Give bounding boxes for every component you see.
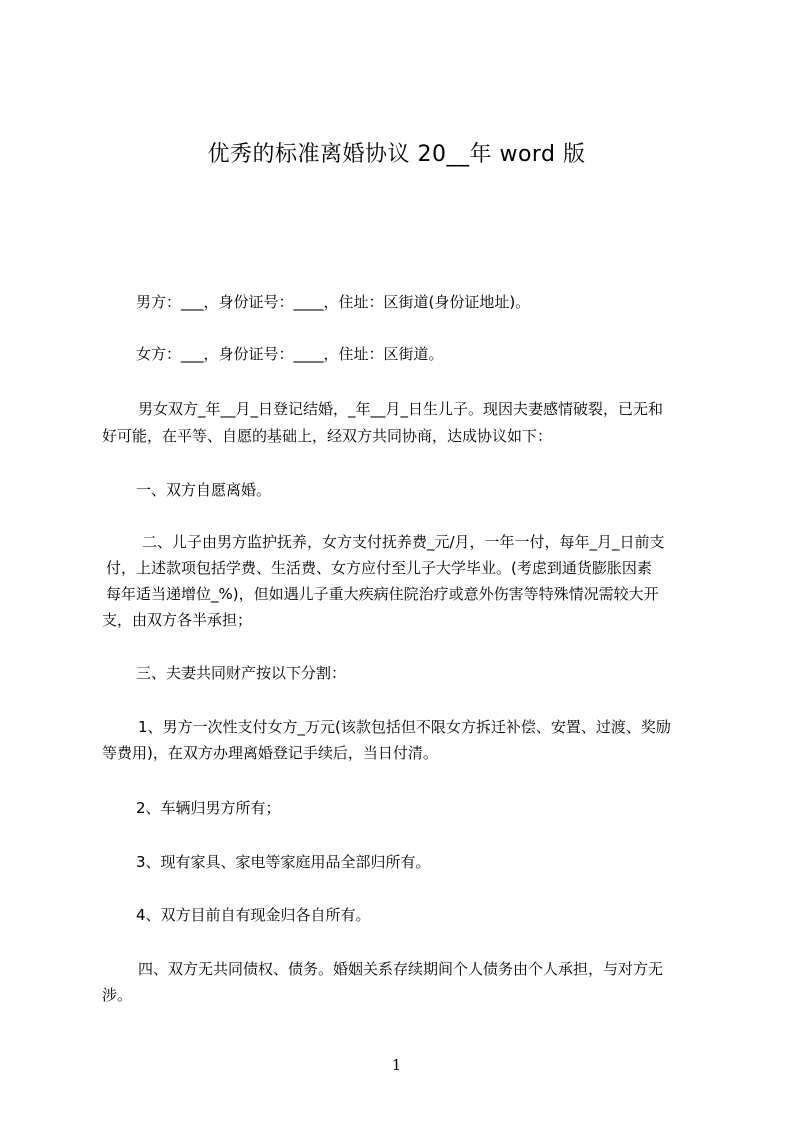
wife-info: 女方：___，身份证号：____，住址：区街道。 xyxy=(136,345,444,363)
item-1-line-2: 等费用)，在双方办理离婚登记手续后，当日付清。 xyxy=(102,744,438,762)
item-4: 4、双方目前自有现金归各自所有。 xyxy=(136,906,371,924)
clause-4-line-2: 涉。 xyxy=(102,986,133,1004)
clause-4-line-1: 四、双方无共同债权、债务。婚姻关系存续期间个人债务由个人承担，与对方无 xyxy=(138,960,664,978)
clause-1: 一、双方自愿离婚。 xyxy=(136,481,272,499)
clause-2-line-2: 付，上述款项包括学费、生活费、女方应付至儿子大学毕业。(考虑到通货膨胀因素 xyxy=(106,559,652,577)
clause-2-line-4: 支，由双方各半承担； xyxy=(102,611,253,629)
clause-2-line-3: 每年适当递增位_%)，但如遇儿子重大疾病住院治疗或意外伤害等特殊情况需较大开 xyxy=(106,585,659,603)
item-1-line-1: 1、男方一次性支付女方_万元(该款包括但不限女方拆迁补偿、安置、过渡、奖励 xyxy=(138,718,671,736)
clause-2-line-1: 二、儿子由男方监护抚养，女方支付抚养费_元/月，一年一付，每年_月_日前支 xyxy=(142,533,665,551)
page-number: 1 xyxy=(391,1056,402,1074)
intro-line-1: 男女双方_年__月_日登记结婚，_年__月_日生儿子。现因夫妻感情破裂，已无和 xyxy=(138,400,664,418)
clause-3: 三、夫妻共同财产按以下分割： xyxy=(136,664,347,682)
intro-line-2: 好可能，在平等、自愿的基础上，经双方共同协商，达成协议如下： xyxy=(102,427,553,445)
husband-info: 男方：___，身份证号：____，住址：区街道(身份证地址)。 xyxy=(136,293,531,311)
item-2: 2、车辆归男方所有； xyxy=(136,799,281,817)
item-3: 3、现有家具、家电等家庭用品全部归所有。 xyxy=(136,853,431,871)
document-title: 优秀的标准离婚协议 20__年 word 版 xyxy=(207,142,586,167)
